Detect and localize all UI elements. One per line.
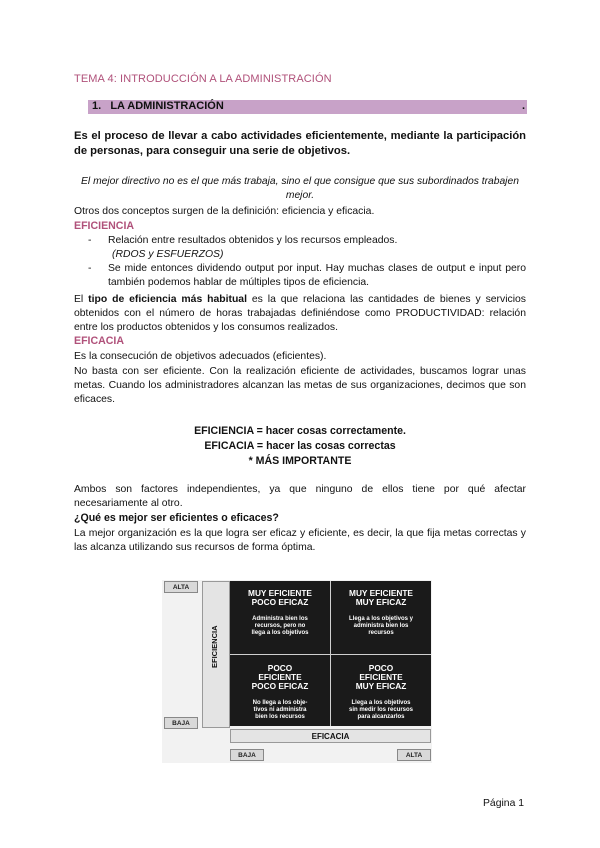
eficiencia-para-post: es la que relaciona las cantidades de bienes y servicios obtenidos con el número de horas trabajadas definiéndose como PRODUCTIVIDAD: relación entre los productos obtenidos y los consumos realizados. bbox=[74, 294, 526, 333]
definition-paragraph: Es el proceso de llevar a cabo actividades eficientemente, mediante la participación de personas, para conseguir una serie de objetivos. bbox=[74, 130, 526, 157]
y-axis-label: EFICIENCIA bbox=[210, 625, 219, 668]
eficiencia-paragraph bbox=[74, 293, 526, 335]
quadrant-muy-eficiente-muy-eficaz-desc: Llega a los objetivos y administra bien los recursos bbox=[348, 616, 414, 636]
x-axis-label: EFICACIA bbox=[230, 729, 431, 743]
x-axis-baja-label: BAJA bbox=[230, 749, 264, 761]
definition-line-3: * MÁS IMPORTANTE bbox=[248, 455, 352, 467]
topic-title: TEMA 4: INTRODUCCIÓN A LA ADMINISTRACIÓN bbox=[74, 73, 332, 85]
eficiencia-item-2: Se mide entonces dividendo output por input. Hay muchas clases de output e input pero también podemos hablar de múltiples tipos de eficiencia. bbox=[108, 263, 526, 288]
definition-line-2: EFICACIA = hacer las cosas correctas bbox=[204, 440, 396, 452]
answer-paragraph: La mejor organización es la que logra ser eficaz y eficiente, es decir, la que fija metas correctas y las alcanza utilizando sus recursos de forma óptima. bbox=[74, 528, 526, 553]
bullet-dash: - bbox=[88, 263, 92, 274]
eficiencia-item-1-sub: (RDOS y ESFUERZOS) bbox=[112, 249, 224, 260]
quadrant-poco-eficiente-poco-eficaz-title: POCO EFICIENTE POCO EFICAZ bbox=[251, 663, 309, 691]
bullet-dash: - bbox=[88, 235, 92, 246]
section-title-dot: . bbox=[522, 100, 526, 112]
quadrant-poco-eficiente-muy-eficaz-title: POCO EFICIENTE MUY EFICAZ bbox=[355, 663, 407, 691]
concepts-paragraph: Otros dos conceptos surgen de la definición: eficiencia y eficacia. bbox=[74, 206, 375, 217]
definition-line-1: EFICIENCIA = hacer cosas correctamente. bbox=[194, 425, 406, 437]
quadrant-muy-eficiente-poco-eficaz-desc: Administra bien los recursos, pero no llega a los objetivos bbox=[251, 616, 309, 636]
quadrant-poco-eficiente-poco-eficaz-desc: No llega a los obje- tivos ni administra bien los recursos bbox=[252, 700, 308, 720]
eficacia-paragraph-1: Es la consecución de objetivos adecuados (eficientes). bbox=[74, 351, 327, 362]
ambos-paragraph: Ambos son factores independientes, ya que ninguno de ellos tiene por qué afectar necesariamente al otro. bbox=[74, 484, 526, 509]
eficiencia-para-bold: tipo de eficiencia más habitual bbox=[88, 294, 247, 305]
eficacia-paragraph-2: No basta con ser eficiente. Con la realización eficiente de actividades, buscamos lograr unas metas. Cuando los administradores alcanzan las metas de sus organizaciones, decimos que son eficaces. bbox=[74, 366, 526, 405]
question-heading: ¿Qué es mejor ser eficientes o eficaces? bbox=[74, 512, 279, 524]
quadrant-muy-eficiente-poco-eficaz-title: MUY EFICIENTE POCO EFICAZ bbox=[248, 588, 312, 607]
eficiencia-item-1: Relación entre resultados obtenidos y los recursos empleados. bbox=[108, 235, 398, 246]
efficiency-efficacy-matrix bbox=[162, 580, 432, 763]
page-number: Página 1 bbox=[483, 798, 525, 809]
section-title: 1. LA ADMINISTRACIÓN bbox=[92, 100, 224, 112]
matrix-horizontal-divider bbox=[230, 654, 431, 655]
y-axis-alta-label: ALTA bbox=[164, 581, 198, 593]
eficacia-heading: EFICACIA bbox=[74, 335, 125, 347]
eficiencia-para-pre: El bbox=[74, 294, 89, 305]
quadrant-muy-eficiente-muy-eficaz-title: MUY EFICIENTE MUY EFICAZ bbox=[349, 588, 413, 607]
quadrant-poco-eficiente-muy-eficaz-desc: Llega a los objetivos sin medir los recursos para alcanzarlos bbox=[348, 700, 414, 720]
y-axis-baja-label: BAJA bbox=[164, 717, 198, 729]
eficiencia-heading: EFICIENCIA bbox=[74, 220, 135, 232]
quote: El mejor directivo no es el que más trabaja, sino el que consigue que sus subordinados trabajen mejor. bbox=[81, 176, 519, 201]
x-axis-alta-label: ALTA bbox=[397, 749, 431, 761]
